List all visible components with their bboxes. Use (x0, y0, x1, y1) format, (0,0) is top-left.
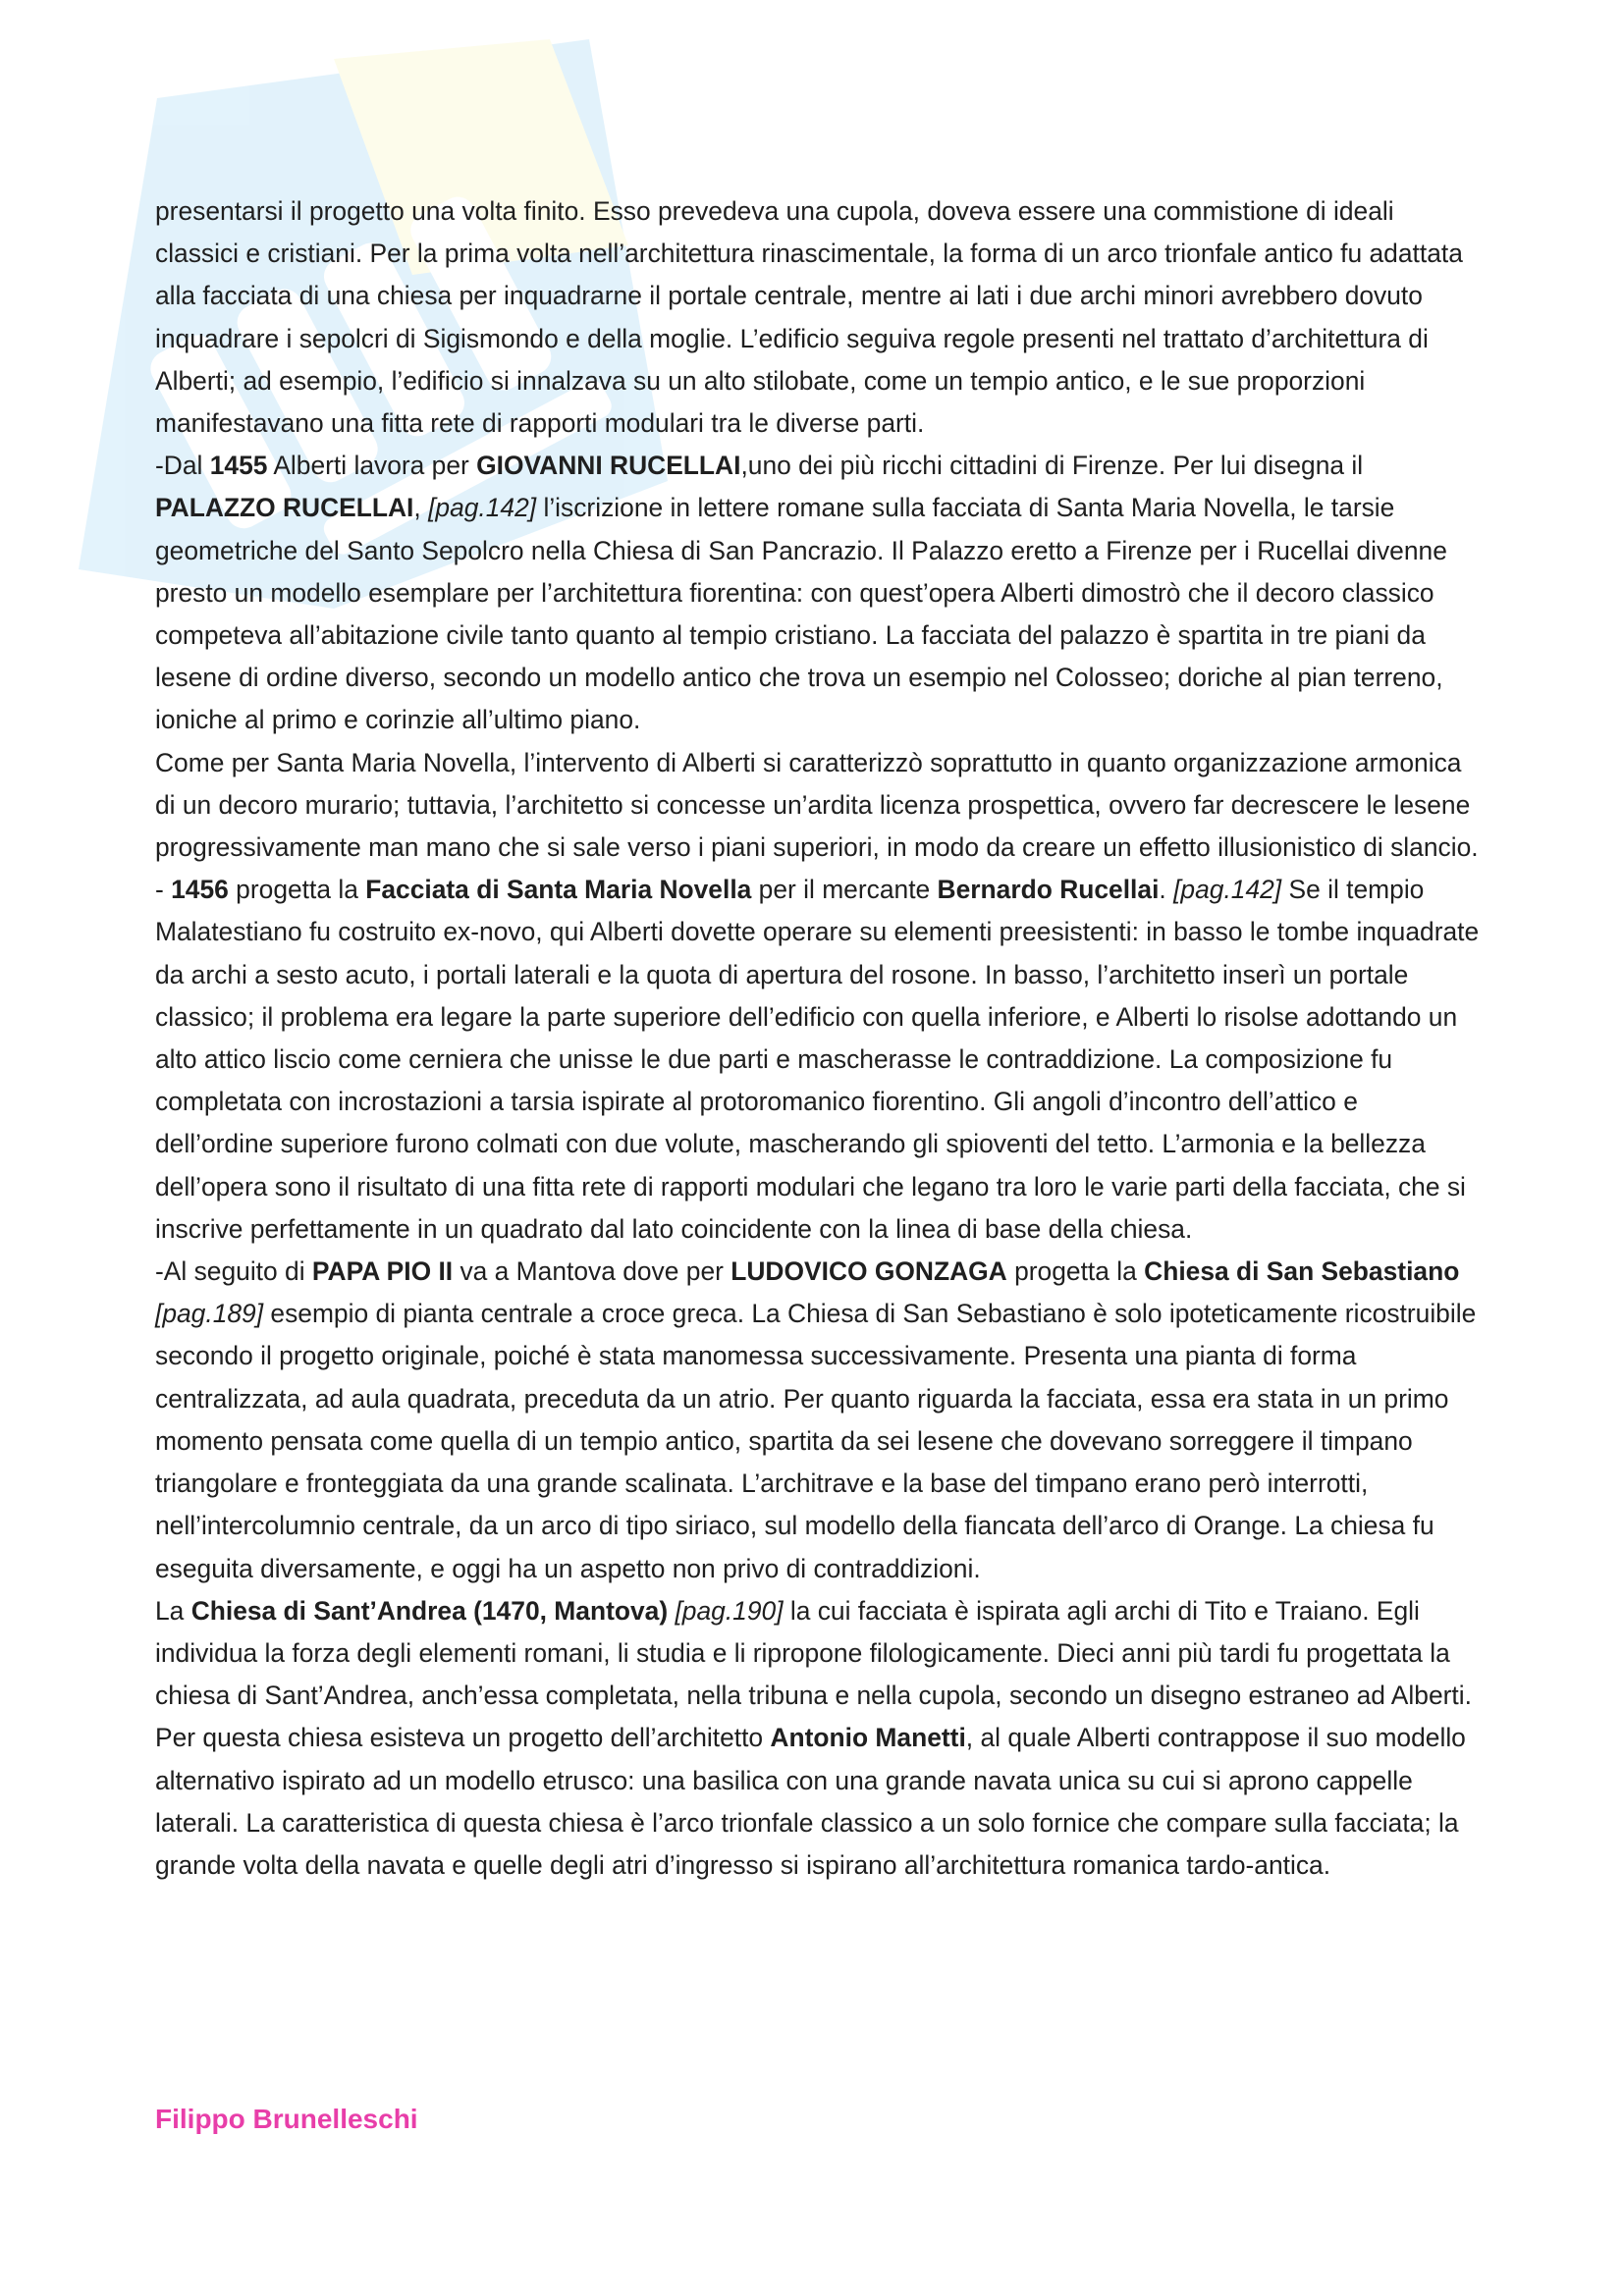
text-run: l’iscrizione in lettere romane sulla facciata di Santa Maria Novella, le tarsie geometriche del Santo Sepolcro nella Chiesa di San Pancrazio. Il Palazzo eretto a Firenze per i Rucellai divenne presto un modello esemplare per l’architettura fiorentina: con quest’opera Alberti dimostrò che il decoro classico competeva all’abitazione civile tanto quanto al tempio cristiano. La facciata del palazzo è spartita in tre piani da lesene di ordine diverso, secondo un modello antico che trova un esempio nel Colosseo; doriche al pian terreno, ioniche al primo e corinzie all’ultimo piano. (155, 493, 1447, 735)
bold-text: GIOVANNI RUCELLAI (476, 451, 741, 481)
text-run: , (413, 493, 429, 523)
text-run: va a Mantova dove per (453, 1256, 731, 1287)
text-run: Come per Santa Maria Novella, l’intervento di Alberti si caratterizzò soprattutto in quanto organizzazione armonica di un decoro murario; tuttavia, l’architetto si concesse un’ardita licenza prospettica, ovvero far decrescere le lesene progressivamente man mano che si sale verso i piani superiori, in modo da creare un effetto illusionistico di slancio. (155, 747, 1479, 863)
bold-text: PAPA PIO II (311, 1256, 454, 1287)
text-run: - (155, 875, 172, 905)
page-reference: [pag.189] (155, 1299, 264, 1329)
paragraph (155, 1590, 1481, 1887)
document-body (155, 190, 1481, 1887)
bold-text: 1455 (209, 451, 268, 481)
text-run: -Dal (155, 451, 210, 481)
text-run: ,uno dei più ricchi cittadini di Firenze. Per lui disegna il (740, 451, 1364, 481)
page-reference: [pag.142] (428, 493, 537, 523)
paragraph (155, 742, 1481, 870)
bold-text: Antonio Manetti (770, 1723, 966, 1753)
bold-text: Chiesa di Sant’Andrea (1470, Mantova) (190, 1595, 669, 1626)
bold-text: 1456 (171, 875, 229, 905)
paragraph (155, 190, 1481, 445)
paragraph (155, 1251, 1481, 1590)
text-run: la cui facciata è ispirata agli archi di Tito e Traiano. Egli individua la forza degli elementi romani, li studia e li ripropone filologicamente. Dieci anni più tardi fu progettata la chiesa di Sant’Andrea, anch’essa completata, nella tribuna e nella cupola, secondo un disegno estraneo ad Alberti. Per questa chiesa esisteva un progetto dell’architetto (155, 1595, 1472, 1753)
text-run: esempio di pianta centrale a croce greca. La Chiesa di San Sebastiano è solo ipoteticamente ricostruibile secondo il progetto originale, poiché è stata manomessa successivamente. Presenta una pianta di forma centralizzata, ad aula quadrata, preceduta da un atrio. Per quanto riguarda la facciata, essa era stata in un primo momento pensata come quella di un tempio antico, spartita da sei lesene che dovevano sorreggere il timpano triangolare e fronteggiata da una grande scalinata. L’architrave e la base del timpano erano però interrotti, nell’intercolumnio centrale, da un arco di tipo siriaco, sul modello della fiancata dell’arco di Orange. La chiesa fu eseguita diversamente, e oggi ha un aspetto non privo di contraddizioni. (155, 1299, 1477, 1583)
bold-text: PALAZZO RUCELLAI (155, 493, 414, 523)
paragraph (155, 445, 1481, 741)
text-run: , al quale Alberti contrappose il suo modello alternativo ispirato ad un modello etrusco: una basilica con una grande navata unica su cui si aprono cappelle laterali. La caratteristica di questa chiesa è l’arco trionfale classico a un solo fornice che compare sulla facciata; la grande volta della navata e quelle degli atri d’ingresso si ispirano all’architettura romanica tardo-antica. (155, 1723, 1466, 1880)
text-run: . (1159, 875, 1174, 905)
text-run: -Al seguito di (155, 1256, 312, 1287)
text-run: presentarsi il progetto una volta finito. Esso prevedeva una cupola, doveva essere una commistione di ideali classici e cristiani. Per la prima volta nell’architettura rinascimentale, la forma di un arco trionfale antico fu adattata alla facciata di una chiesa per inquadrarne il portale centrale, mentre ai lati i due archi minori avrebbero dovuto inquadrare i sepolcri di Sigismondo e della moglie. L’edificio seguiva regole presenti nel trattato d’architettura di Alberti; ad esempio, l’edificio si innalzava su un alto stilobate, come un tempio antico, e le sue proporzioni manifestavano una fitta rete di rapporti modulari tra le diverse parti. (155, 196, 1463, 439)
bold-text: Bernardo Rucellai (937, 875, 1160, 905)
bold-text: Chiesa di San Sebastiano (1144, 1256, 1460, 1287)
page-reference: [pag.190] (675, 1595, 784, 1626)
text-run: progetta la (228, 875, 366, 905)
bold-text: LUDOVICO GONZAGA (730, 1256, 1007, 1287)
paragraph (155, 869, 1481, 1251)
section-heading: Filippo Brunelleschi (155, 2104, 418, 2134)
text-run: progetta la (1006, 1256, 1145, 1287)
text-run: La (155, 1595, 191, 1626)
text-run: Se il tempio Malatestiano fu costruito ex-novo, qui Alberti dovette operare su elementi preesistenti: in basso le tombe inquadrate da archi a sesto acuto, i portali laterali e la quota di apertura del rosone. In basso, l’architetto inserì un portale classico; il problema era legare la parte superiore dell’edificio con quella inferiore, e Alberti lo risolse adottando un alto attico liscio come cerniera che unisse le due parti e mascherasse le contraddizione. La composizione fu completata con incrostazioni a tarsia ispirate al protoromanico fiorentino. Gli angoli d’incontro dell’attico e dell’ordine superiore furono colmati con due volute, mascherando gli spioventi del tetto. L’armonia e la bellezza dell’opera sono il risultato di una fitta rete di rapporti modulari che legano tra loro le varie parti della facciata, che si inscrive perfettamente in un quadrato dal lato coincidente con la linea di base della chiesa. (155, 875, 1480, 1244)
page-reference: [pag.142] (1173, 875, 1282, 905)
bold-text: Facciata di Santa Maria Novella (365, 875, 752, 905)
text-run: per il mercante (751, 875, 938, 905)
text-run: Alberti lavora per (267, 451, 477, 481)
